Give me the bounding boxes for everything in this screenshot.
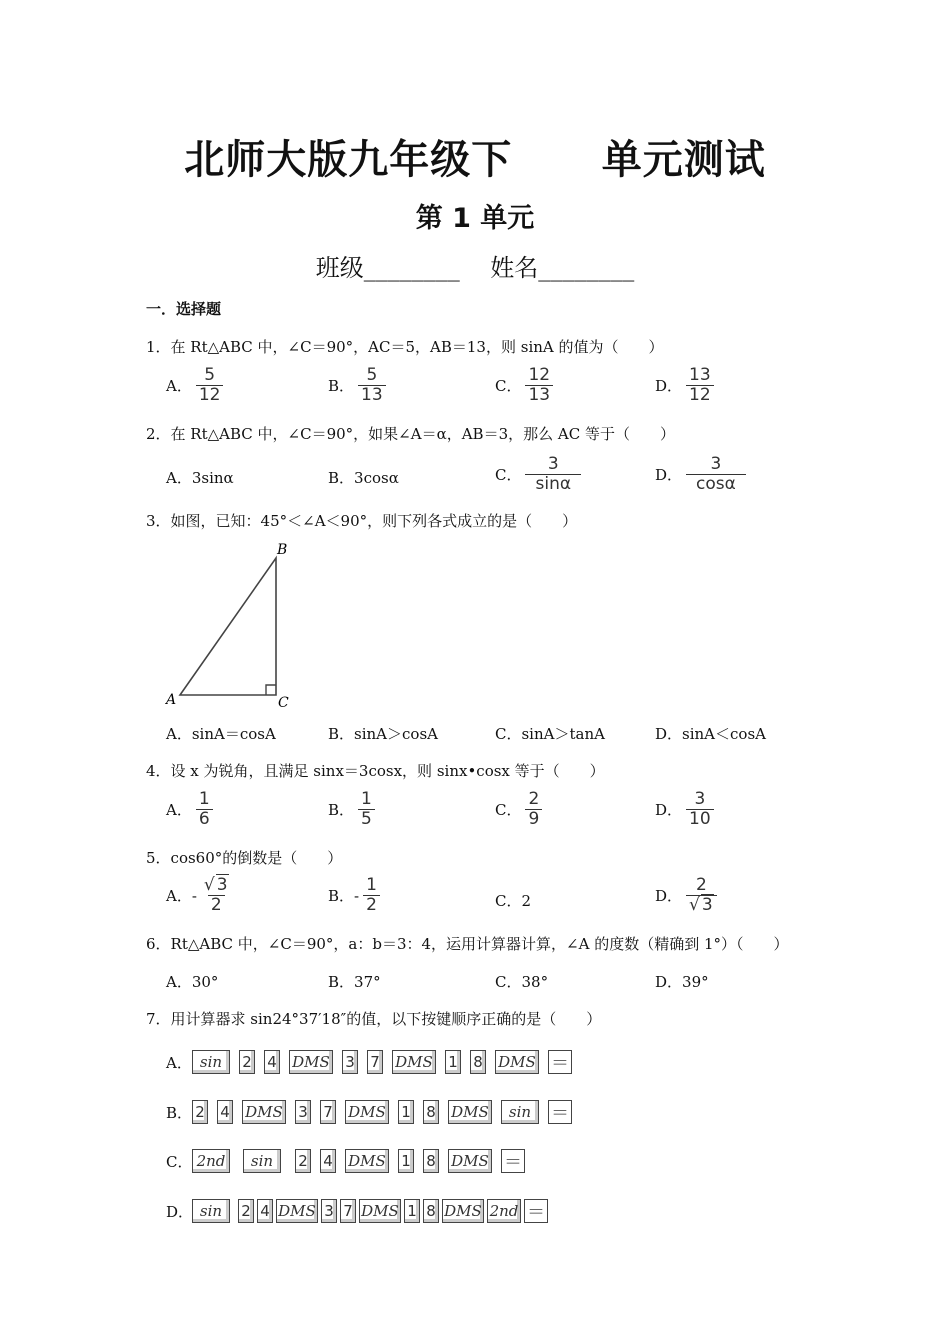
key-dms: DMS: [276, 1199, 318, 1223]
fraction: $\frac{1}{6}$: [196, 790, 213, 829]
key-sequence: [192, 1149, 534, 1173]
question-4-stem: 4．设 x 为锐角，且满足 sinx＝3cosx，则 sinx•cosx 等于（ ）: [146, 762, 605, 780]
fraction: $\frac{√ 3}{2}$: [203, 875, 228, 915]
key-equals: ＝: [501, 1149, 525, 1173]
key-sequence: [192, 1100, 581, 1124]
question-5-stem: 5．cos60°的倒数是（ ）: [146, 849, 343, 867]
option-label: A．: [166, 469, 192, 487]
q5-option-c[interactable]: [495, 890, 531, 911]
q3-option-b[interactable]: [328, 723, 438, 744]
q7-option-a[interactable]: [166, 1050, 581, 1074]
q1-option-d[interactable]: [655, 366, 714, 405]
unit-subtitle: 第 1 单元: [415, 203, 535, 234]
key-dms: DMS: [442, 1199, 484, 1223]
q1-option-c[interactable]: [495, 366, 553, 405]
key-dms: DMS: [448, 1149, 492, 1173]
option-label: B．: [328, 377, 355, 395]
option-text: 38°: [521, 972, 549, 991]
option-text: 30°: [191, 972, 219, 991]
fraction: $\frac{1}{2}$: [363, 876, 380, 915]
option-text: 2: [521, 891, 532, 910]
fraction: $\frac{3}{10}$: [686, 790, 714, 829]
option-text: sinA＝cosA: [191, 725, 276, 743]
option-label: A．: [166, 725, 192, 743]
option-label: D．: [655, 377, 683, 395]
option-text: sinA＞cosA: [354, 725, 438, 743]
q3-option-c[interactable]: [495, 723, 605, 744]
question-1-stem: 1．在 Rt△ABC 中，∠C＝90°，AC＝5，AB＝13，则 sinA 的值为（ ）: [146, 338, 664, 356]
question-3-stem: 3．如图，已知：45°＜∠A＜90°，则下列各式成立的是（ ）: [146, 512, 578, 530]
option-label: B．: [328, 887, 355, 905]
option-text: 3cosα: [354, 468, 399, 487]
q1-option-b[interactable]: [328, 366, 386, 405]
option-label: D．: [655, 801, 683, 819]
key-digit: 2: [239, 1050, 255, 1074]
right-angle-mark: [266, 685, 276, 695]
question-7-stem: 7．用计算器求 sin24°37′18″的值，以下按键顺序正确的是（ ）: [146, 1010, 602, 1028]
option-label: C．: [495, 466, 522, 484]
question-2-stem: 2．在 Rt△ABC 中，∠C＝90°，如果∠A＝α，AB＝3，那么 AC 等于（ ）: [146, 425, 675, 443]
key-digit: 2: [295, 1149, 311, 1173]
key-digit: 8: [470, 1050, 486, 1074]
key-dms: DMS: [345, 1149, 389, 1173]
key-sequence: [192, 1199, 551, 1223]
q3-option-a[interactable]: [166, 723, 276, 744]
option-label: B．: [328, 469, 355, 487]
option-label: D．: [166, 1202, 194, 1221]
key-digit: 1: [398, 1149, 414, 1173]
key-sin: sin: [501, 1100, 539, 1124]
key-digit: 4: [320, 1149, 336, 1173]
vertex-label-b: B: [277, 542, 288, 558]
option-label: D．: [655, 887, 683, 905]
option-text: 37°: [354, 972, 381, 991]
key-digit: 8: [423, 1199, 439, 1223]
option-text: sinA＞tanA: [521, 725, 605, 743]
q7-option-d[interactable]: [166, 1199, 551, 1223]
key-sequence: [192, 1050, 581, 1074]
key-equals: ＝: [548, 1100, 572, 1124]
q2-option-a[interactable]: [166, 467, 234, 488]
q3-option-d[interactable]: [655, 723, 766, 744]
key-digit: 2: [192, 1100, 208, 1124]
option-label: A．: [166, 801, 192, 819]
q4-option-d[interactable]: [655, 790, 714, 829]
q5-option-d[interactable]: [655, 876, 717, 915]
q2-option-c[interactable]: [495, 455, 581, 494]
sqrt-symbol: √: [203, 875, 215, 895]
key-digit: 1: [445, 1050, 461, 1074]
section-heading: 一．选择题: [146, 300, 222, 318]
option-label: A．: [166, 377, 192, 395]
q6-option-c[interactable]: [495, 971, 548, 992]
q4-option-c[interactable]: [495, 790, 542, 829]
option-label: D．: [655, 725, 683, 743]
key-dms: DMS: [289, 1050, 333, 1074]
key-dms: DMS: [495, 1050, 539, 1074]
q1-option-a[interactable]: [166, 366, 223, 405]
q6-option-b[interactable]: [328, 971, 381, 992]
key-digit: 1: [398, 1100, 414, 1124]
key-digit: 4: [257, 1199, 273, 1223]
q4-option-b[interactable]: [328, 790, 375, 829]
key-digit: 7: [340, 1199, 356, 1223]
option-text: 3sinα: [191, 468, 234, 487]
option-label: C．: [495, 377, 522, 395]
option-label: D．: [655, 466, 683, 484]
option-label: B．: [328, 801, 355, 819]
key-dms: DMS: [242, 1100, 286, 1124]
q6-option-a[interactable]: [166, 971, 218, 992]
sqrt-symbol: √: [689, 895, 700, 915]
q2-option-b[interactable]: [328, 467, 399, 488]
key-2nd: 2nd: [487, 1199, 521, 1223]
option-label: B．: [166, 1103, 193, 1122]
q6-option-d[interactable]: [655, 971, 709, 992]
key-sin: sin: [192, 1050, 230, 1074]
option-label: B．: [328, 973, 355, 991]
q5-option-a[interactable]: [166, 876, 232, 915]
fraction: $\frac{5}{12}$: [196, 366, 224, 405]
q7-option-c[interactable]: [166, 1149, 534, 1173]
option-label: C．: [166, 1152, 193, 1171]
q4-option-a[interactable]: [166, 790, 213, 829]
option-label: A．: [166, 973, 192, 991]
key-digit: 2: [238, 1199, 254, 1223]
q7-option-b[interactable]: [166, 1100, 581, 1124]
vertex-label-c: C: [278, 695, 289, 711]
key-digit: 3: [321, 1199, 337, 1223]
option-label: C．: [495, 892, 522, 910]
key-digit: 4: [264, 1050, 280, 1074]
option-label: D．: [655, 973, 683, 991]
key-sin: sin: [243, 1149, 281, 1173]
key-equals: ＝: [548, 1050, 572, 1074]
key-digit: 7: [367, 1050, 383, 1074]
key-dms: DMS: [392, 1050, 436, 1074]
fraction: $\frac{13}{12}$: [686, 366, 714, 405]
key-dms: DMS: [359, 1199, 401, 1223]
fraction: $\frac{2}{9}$: [525, 790, 542, 829]
triangle-abc: [180, 558, 276, 695]
key-dms: DMS: [448, 1100, 492, 1124]
key-equals: ＝: [524, 1199, 548, 1223]
key-digit: 3: [342, 1050, 358, 1074]
key-digit: 8: [423, 1149, 439, 1173]
fraction: $\frac{3}{\sin\alpha}$: [525, 455, 581, 494]
question-6-stem: 6．Rt△ABC 中，∠C＝90°，a：b＝3：4，运用计算器计算，∠A 的度数（精确到 1°）（ ）: [146, 935, 789, 953]
key-digit: 8: [423, 1100, 439, 1124]
page-title: 北师大版九年级下 单元测试: [184, 137, 766, 183]
option-label: A．: [166, 887, 192, 905]
option-text: sinA＜cosA: [682, 725, 766, 743]
key-dms: DMS: [345, 1100, 389, 1124]
fraction: $\frac{5}{13}$: [358, 366, 386, 405]
option-label: C．: [495, 725, 522, 743]
option-label: C．: [495, 973, 522, 991]
fraction: $\frac{1}{5}$: [358, 790, 375, 829]
fraction: $\frac{2}{√ 3}$: [686, 876, 717, 915]
option-label: C．: [495, 801, 522, 819]
key-digit: 7: [320, 1100, 336, 1124]
fraction: $\frac{12}{13}$: [525, 366, 553, 405]
fraction: $\frac{3}{\cos\alpha}$: [686, 455, 746, 494]
q2-option-d[interactable]: [655, 455, 746, 494]
key-2nd: 2nd: [192, 1149, 230, 1173]
option-text: 39°: [682, 972, 709, 991]
right-triangle-figure: [160, 538, 300, 713]
minus-sign: -: [191, 886, 197, 905]
option-label: A．: [166, 1053, 192, 1072]
class-name-line: 班级________ 姓名________: [315, 254, 635, 282]
q5-option-b[interactable]: [328, 876, 380, 915]
key-digit: 4: [217, 1100, 233, 1124]
option-label: B．: [328, 725, 355, 743]
key-sin: sin: [192, 1199, 230, 1223]
key-digit: 3: [295, 1100, 311, 1124]
key-digit: 1: [404, 1199, 420, 1223]
minus-sign: -: [354, 886, 360, 905]
vertex-label-a: A: [166, 692, 177, 708]
